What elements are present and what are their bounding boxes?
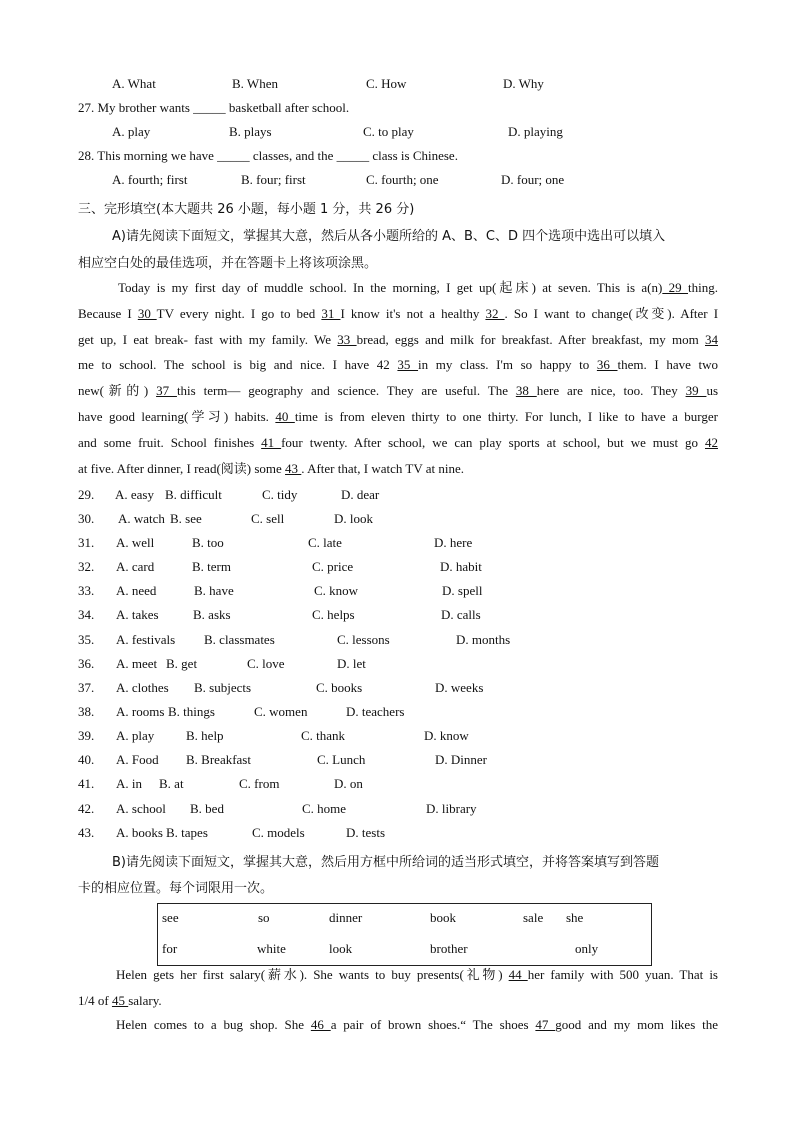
option-a[interactable]: A. takes	[116, 607, 159, 622]
passage-line: me to school. The school is big and nice. I have 42 35 in my class. I'm so happy to 36 them. I have two	[78, 357, 718, 372]
option-a[interactable]: A. easy	[115, 487, 154, 502]
option-b[interactable]: B. help	[186, 728, 224, 743]
option-d[interactable]: D. let	[337, 656, 366, 671]
option-d[interactable]: D. look	[334, 511, 373, 526]
q27-stem: 27. My brother wants _____ basketball after school.	[78, 100, 350, 115]
word-bank-item: brother	[430, 941, 468, 956]
option-a[interactable]: A. Food	[116, 752, 159, 767]
option-b[interactable]: B. have	[194, 583, 234, 598]
q28-option-c: C. fourth; one	[366, 172, 439, 187]
option-c[interactable]: C. helps	[312, 607, 355, 622]
section-3-heading: 三、完形填空(本大题共 26 小题，每小题 1 分，共 26 分)	[78, 202, 415, 217]
option-d[interactable]: D. spell	[442, 583, 483, 598]
option-b[interactable]: B. too	[192, 535, 224, 550]
option-number: 42.	[78, 801, 95, 816]
option-d[interactable]: D. habit	[440, 559, 482, 574]
blank-31[interactable]: 31	[321, 306, 341, 321]
option-a[interactable]: A. books	[116, 825, 163, 840]
blank-32[interactable]: 32	[485, 306, 505, 321]
option-c[interactable]: C. from	[239, 776, 280, 791]
option-b[interactable]: B. subjects	[194, 680, 252, 695]
option-b[interactable]: B. Breakfast	[186, 752, 251, 767]
q28-option-a: A. fourth; first	[112, 172, 188, 187]
blank-34[interactable]: 34	[705, 332, 718, 347]
option-number: 39.	[78, 728, 95, 743]
option-number: 29.	[78, 487, 95, 502]
option-a[interactable]: A. school	[116, 801, 166, 816]
option-b[interactable]: B. at	[159, 776, 184, 791]
option-d[interactable]: D. teachers	[346, 704, 405, 719]
blank-33[interactable]: 33	[337, 332, 357, 347]
option-number: 31.	[78, 535, 95, 550]
q26-option-c: C. How	[366, 76, 407, 91]
word-bank-item: so	[258, 910, 270, 925]
option-c[interactable]: C. home	[302, 801, 347, 816]
option-number: 41.	[78, 776, 95, 791]
option-number: 43.	[78, 825, 95, 840]
option-c[interactable]: C. lessons	[337, 632, 390, 647]
blank-44[interactable]: 44	[508, 967, 528, 982]
option-d[interactable]: D. here	[434, 535, 473, 550]
option-c[interactable]: C. women	[254, 704, 308, 719]
blank-29[interactable]: 29	[662, 280, 689, 295]
option-c[interactable]: C. sell	[251, 511, 285, 526]
blank-39[interactable]: 39	[685, 383, 707, 398]
option-c[interactable]: C. love	[247, 656, 285, 671]
word-bank-item: sale	[523, 910, 544, 925]
passage-line: Today is my first day of muddle school. In the morning, I get up(起床) at seven. This is a(n) 29 thing.	[118, 280, 718, 295]
option-d[interactable]: D. Dinner	[435, 752, 487, 767]
option-a[interactable]: A. well	[116, 535, 155, 550]
option-b[interactable]: B. term	[192, 559, 231, 574]
passage-line: and some fruit. School finishes 41 four twenty. After school, we can play sports at school, but we must go 42	[78, 435, 718, 450]
option-a[interactable]: A. watch	[118, 511, 165, 526]
option-d[interactable]: D. library	[426, 801, 477, 816]
passage-line: get up, I eat break- fast with my family. We 33 bread, eggs and milk for breakfast. After breakfast, my mom 34	[78, 332, 718, 347]
option-a[interactable]: A. clothes	[116, 680, 169, 695]
option-b[interactable]: B. get	[166, 656, 198, 671]
option-c[interactable]: C. price	[312, 559, 354, 574]
blank-40[interactable]: 40	[275, 409, 295, 424]
option-a[interactable]: A. play	[116, 728, 155, 743]
option-number: 32.	[78, 559, 95, 574]
blank-41[interactable]: 41	[261, 435, 282, 450]
option-b[interactable]: B. things	[168, 704, 215, 719]
option-a[interactable]: A. in	[116, 776, 142, 791]
option-number: 34.	[78, 607, 95, 622]
q27-option-b: B. plays	[229, 124, 272, 139]
option-c[interactable]: C. know	[314, 583, 359, 598]
word-bank-item: look	[329, 941, 353, 956]
q27-option-a: A. play	[112, 124, 151, 139]
option-c[interactable]: C. Lunch	[317, 752, 366, 767]
passage-line: at five. After dinner, I read(阅读) some 43 . After that, I watch TV at nine.	[78, 461, 464, 476]
option-b[interactable]: B. difficult	[165, 487, 222, 502]
option-number: 33.	[78, 583, 95, 598]
word-bank-item: book	[430, 910, 456, 925]
part-a-instruction-line2: 相应空白处的最佳选项，并在答题卡上将该项涂黑。	[78, 256, 378, 271]
blank-46[interactable]: 46	[310, 1017, 331, 1032]
option-a[interactable]: A. festivals	[116, 632, 176, 647]
q26-option-d: D. Why	[503, 76, 544, 91]
option-d[interactable]: D. on	[334, 776, 363, 791]
option-c[interactable]: C. thank	[301, 728, 346, 743]
blank-36[interactable]: 36	[596, 357, 618, 372]
word-bank-item: dinner	[329, 910, 363, 925]
blank-47[interactable]: 47	[535, 1017, 556, 1032]
option-d[interactable]: D. know	[424, 728, 469, 743]
option-a[interactable]: A. card	[116, 559, 155, 574]
blank-38[interactable]: 38	[515, 383, 537, 398]
blank-30[interactable]: 30	[137, 306, 157, 321]
option-b[interactable]: B. bed	[190, 801, 224, 816]
blank-37[interactable]: 37	[156, 383, 177, 398]
passage-b-line: 1/4 of 45 salary.	[78, 993, 162, 1008]
option-d[interactable]: D. weeks	[435, 680, 484, 695]
option-a[interactable]: A. meet	[116, 656, 158, 671]
word-bank-box	[157, 903, 652, 966]
q27-option-d: D. playing	[508, 124, 563, 139]
option-number: 38.	[78, 704, 95, 719]
option-b[interactable]: B. classmates	[204, 632, 275, 647]
word-bank-item: for	[162, 941, 178, 956]
option-c[interactable]: C. books	[316, 680, 363, 695]
option-number: 40.	[78, 752, 95, 767]
part-a-instruction-line1: A)请先阅读下面短文，掌握其大意，然后从各小题所给的 A、B、C、D 四个选项中选出可以填入	[112, 229, 666, 244]
passage-line: Because I 30 TV every night. I go to bed 31 I know it's not a healthy 32 . So I want to change(改变). After I	[78, 306, 719, 321]
option-number: 30.	[78, 511, 95, 526]
blank-35[interactable]: 35	[397, 357, 419, 372]
option-d[interactable]: D. tests	[346, 825, 385, 840]
option-a[interactable]: A. rooms	[116, 704, 165, 719]
option-number: 36.	[78, 656, 95, 671]
option-c[interactable]: C. tidy	[262, 487, 298, 502]
part-b-instruction-line1: B)请先阅读下面短文，掌握其大意，然后用方框中所给词的适当形式填空，并将答案填写到答题	[112, 855, 659, 870]
option-d[interactable]: D. calls	[441, 607, 481, 622]
passage-b-line: Helen gets her first salary(薪水). She wants to buy presents(礼物) 44 her family with 500 yuan. That is	[116, 967, 718, 982]
part-b-instruction-line2: 卡的相应位置。每个词限用一次。	[78, 881, 274, 896]
option-c[interactable]: C. models	[252, 825, 305, 840]
option-number: 35.	[78, 632, 95, 647]
option-c[interactable]: C. late	[308, 535, 342, 550]
word-bank-item: she	[566, 910, 584, 925]
blank-45[interactable]: 45	[111, 993, 129, 1008]
q26-option-b: B. When	[232, 76, 278, 91]
passage-b-line: Helen comes to a bug shop. She 46 a pair of brown shoes.“ The shoes 47 good and my mom likes the	[116, 1017, 718, 1032]
option-b[interactable]: B. asks	[193, 607, 231, 622]
option-b[interactable]: B. tapes	[166, 825, 208, 840]
q28-stem: 28. This morning we have _____ classes, and the _____ class is Chinese.	[78, 148, 458, 163]
passage-line: have good learning(学习) habits. 40 time is from eleven thirty to one thirty. For lunch, I like to have a burger	[78, 409, 718, 424]
blank-43[interactable]: 43	[285, 461, 302, 476]
passage-line: new(新的) 37 this term— geography and science. They are useful. The 38 here are nice, too. They 39 us	[78, 383, 719, 398]
q27-option-c: C. to play	[363, 124, 414, 139]
word-bank-item: see	[162, 910, 179, 925]
q28-option-b: B. four; first	[241, 172, 306, 187]
option-number: 37.	[78, 680, 95, 695]
q26-option-a: A. What	[112, 76, 156, 91]
word-bank-item: white	[257, 941, 286, 956]
option-b[interactable]: B. see	[170, 511, 202, 526]
option-d[interactable]: D. dear	[341, 487, 380, 502]
option-a[interactable]: A. need	[116, 583, 157, 598]
word-bank-item: only	[575, 941, 599, 956]
blank-42[interactable]: 42	[704, 435, 718, 450]
q28-option-d: D. four; one	[501, 172, 565, 187]
option-d[interactable]: D. months	[456, 632, 511, 647]
